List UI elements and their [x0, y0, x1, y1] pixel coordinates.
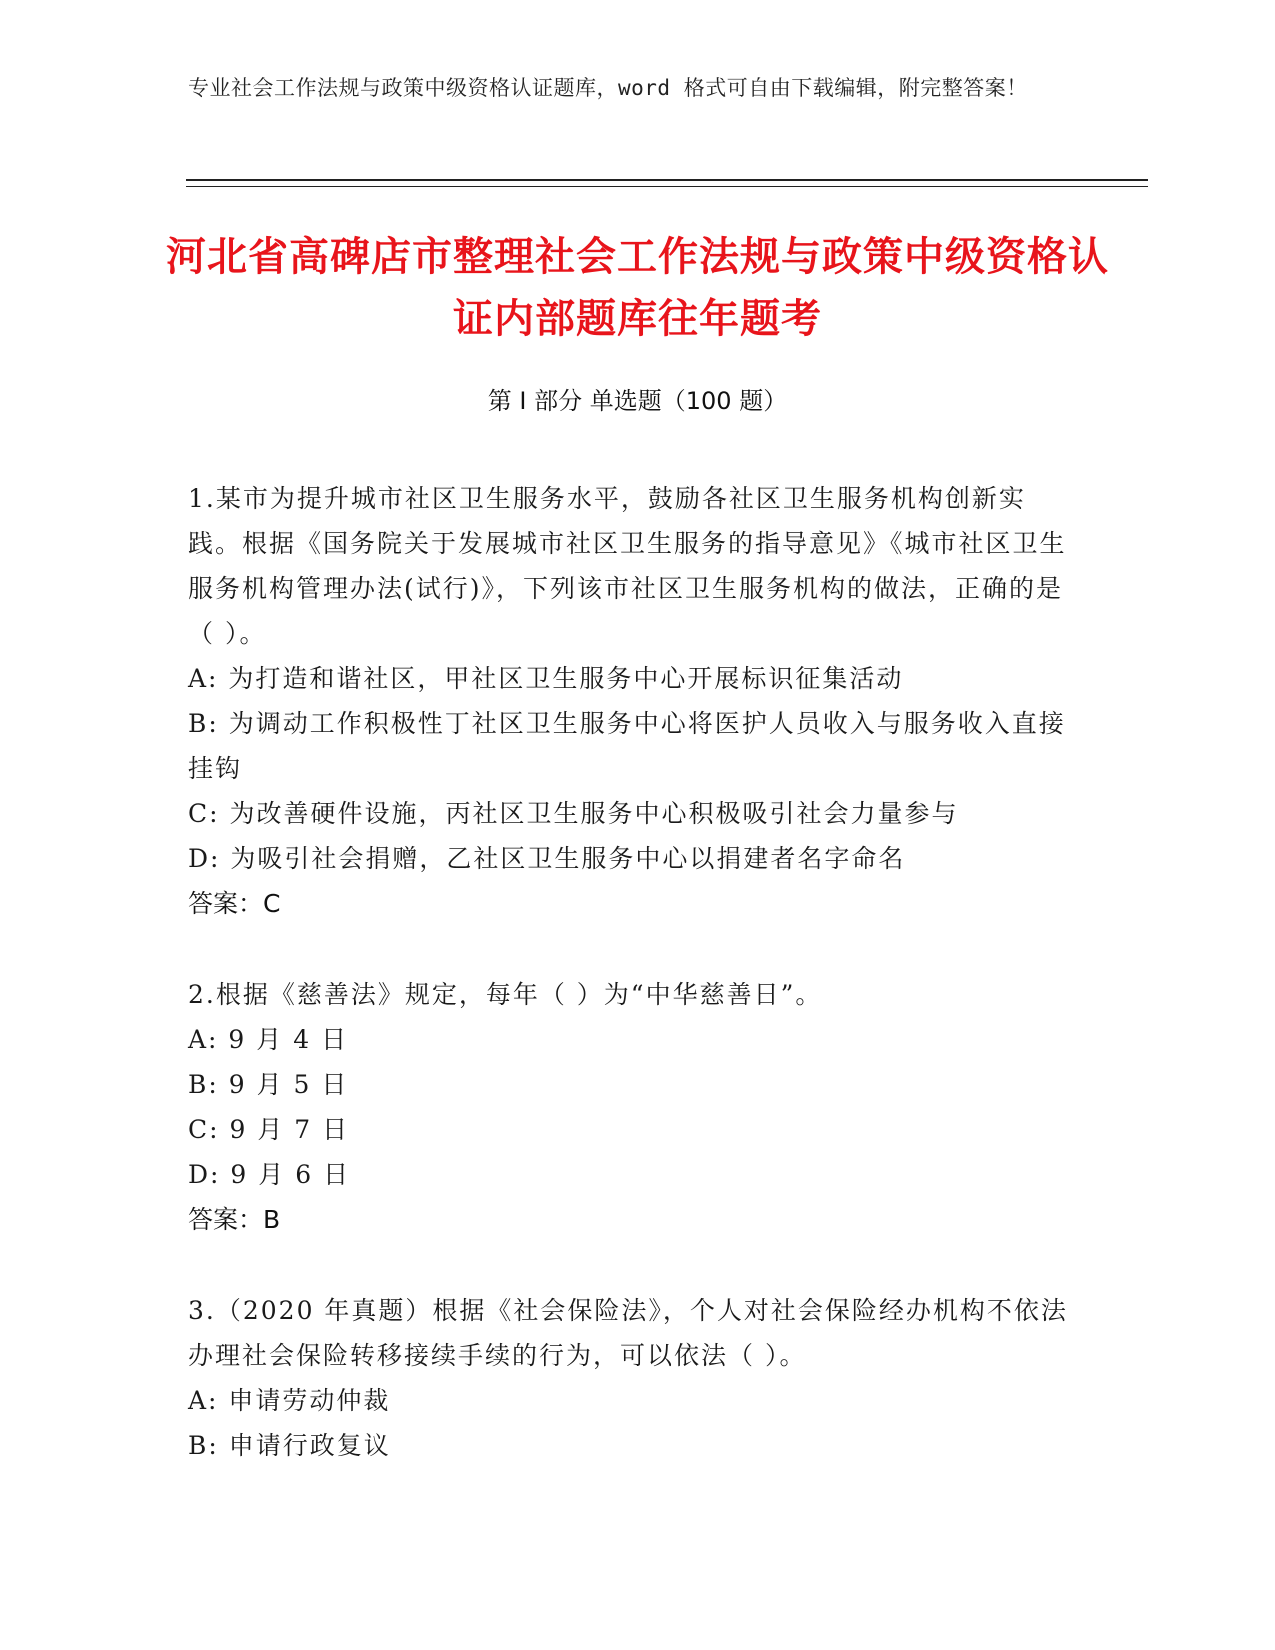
option-b: B: 为调动工作积极性丁社区卫生服务中心将医护人员收入与服务收入直接挂钩 [188, 709, 1066, 783]
question-text: 3.（2020 年真题）根据《社会保险法》，个人对社会保险经办机构不依法办理社会保险转移接续手续的行为，可以依法（ ）。 [188, 1296, 1068, 1370]
question-text: 2.根据《慈善法》规定，每年（ ）为“中华慈善日”。 [188, 980, 823, 1009]
question-text: 1.某市为提升城市社区卫生服务水平，鼓励各社区卫生服务机构创新实践。根据《国务院关于发展城市社区卫生服务的指导意见》《城市社区卫生服务机构管理办法(试行)》，下列该市社区卫生服务机构的做法，正确的是（ ）。 [188, 484, 1067, 648]
question-3 [188, 1288, 1068, 1468]
answer-line: 答案：B [188, 1205, 281, 1234]
header-divider-thin [186, 186, 1148, 187]
header-divider-thick [186, 179, 1148, 181]
question-1 [188, 476, 1068, 926]
option-a: A: 申请劳动仲裁 [188, 1386, 391, 1415]
option-d: D: 9 月 6 日 [188, 1160, 351, 1189]
option-b: B: 9 月 5 日 [188, 1070, 349, 1099]
option-c: C: 9 月 7 日 [188, 1115, 350, 1144]
option-d: D: 为吸引社会捐赠，乙社区卫生服务中心以捐建者名字命名 [188, 844, 906, 873]
question-list [188, 476, 1068, 1514]
section-heading: 第 I 部分 单选题（100 题） [487, 387, 788, 415]
question-2 [188, 972, 1068, 1242]
header-note: 专业社会工作法规与政策中级资格认证题库，word 格式可自由下载编辑，附完整答案！ [188, 76, 1028, 100]
option-c: C: 为改善硬件设施，丙社区卫生服务中心积极吸引社会力量参与 [188, 799, 959, 828]
document-title: 河北省高碑店市整理社会工作法规与政策中级资格认证内部题库往年题考 [166, 234, 1109, 342]
option-b: B: 申请行政复议 [188, 1431, 391, 1460]
option-a: A: 为打造和谐社区，甲社区卫生服务中心开展标识征集活动 [188, 664, 904, 693]
option-a: A: 9 月 4 日 [188, 1025, 349, 1054]
answer-line: 答案：C [188, 889, 281, 918]
